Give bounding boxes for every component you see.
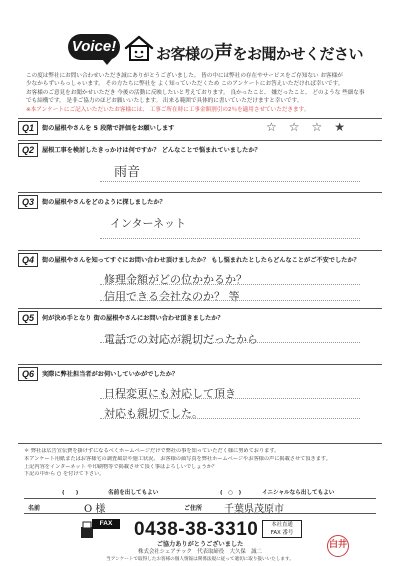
- house-icon: [124, 34, 154, 62]
- question-3: [18, 192, 382, 248]
- address-value: 千葉県茂原市: [224, 504, 284, 515]
- fax-direct-box: 本社直通 FAX 番号: [262, 520, 302, 538]
- question-text: 屋根工事を検討したきっかけは何ですか？ どんなことで悩まれていましたか？: [42, 147, 261, 154]
- fax-bar: [24, 519, 376, 539]
- intro-line: お客様のご意見をお聞かせいただき 今後の活動に反映したいと考えております。 良かったこと、 嫌だったこと、 どのような 些細な事: [26, 89, 365, 96]
- voice-badge: Voice!: [68, 34, 120, 60]
- survey-header: [60, 20, 364, 66]
- handwritten-answer: 修理金額がどの位かかるか？: [104, 273, 247, 286]
- star-rating: [266, 120, 345, 134]
- publication-consent-notes: [24, 448, 376, 479]
- intro-discount-note: ※本アンケートにご記入いただいたお客様には、 工事ご所在時に工事金額割引の2％を適用させていただきます。: [26, 106, 310, 113]
- handwritten-answer: 電話での対応が親切だったから: [104, 333, 258, 346]
- intro-line: この度は弊社にお問い合わせいただき誠にありがとうございました。 皆の中には弊社の存在やサービスをご存知ない お客様が: [26, 73, 343, 79]
- handwritten-answer: インターネット: [110, 217, 187, 230]
- question-4: [18, 250, 382, 306]
- notes-line: 下記の中から ○ を付けて下さい。: [24, 471, 105, 478]
- question-text: 何が決め手となり 街の屋根やさんにお問い合わせ頂きましたか？: [42, 315, 224, 322]
- question-2: [18, 140, 382, 190]
- footer: [24, 541, 376, 564]
- star-icon: ☆: [288, 120, 300, 134]
- name-label: 名前: [28, 505, 41, 512]
- writing-line: [100, 342, 360, 343]
- notes-line: 上記内容をインターネット や印刷物等で掲載させて頂く事はよろしいでしょうか？: [24, 463, 218, 470]
- question-5: [18, 308, 382, 362]
- writing-line: [100, 238, 360, 239]
- fax-number: 0438-38-3310: [134, 519, 259, 540]
- name-consent-table: [24, 486, 376, 514]
- question-number: Q4: [18, 253, 38, 267]
- question-number: Q3: [18, 195, 38, 209]
- intro-text: [26, 72, 376, 114]
- question-text: 街の屋根やさんをどのように探しましたか？: [42, 199, 166, 206]
- privacy-note: 当アンケートで取得したお客様の個人情報は関係法規に従って適切に取り扱いいたします。: [106, 557, 294, 563]
- notes-line: ＊ 弊社は広告宣伝費を掛けずになるべくホームページだけで弊社の事を知っていただく様に努めております。: [24, 448, 280, 454]
- name-value: O 様: [84, 504, 106, 515]
- intro-line: 少なからずいらっしゃいます。 その方たちに弊社を よく知っていただくため このアンケートにお答えいただければ幸いです。: [26, 81, 344, 88]
- question-6: [18, 364, 382, 444]
- star-icon: ★: [334, 120, 346, 134]
- star-icon: ☆: [311, 120, 323, 134]
- handwritten-answer: 信用できる会社なのか？ 等: [104, 290, 240, 303]
- writing-line: [100, 284, 360, 285]
- handwritten-answer: 雨音: [114, 165, 141, 180]
- writing-line: [100, 398, 360, 399]
- question-text: 街の屋根やさんを知ってすぐにお問い合わせ頂けましたか？ もし悩まれたとしたらどんなことがご不安でしたか？: [42, 257, 360, 264]
- initial-option-choice[interactable]: ( ○ ): [220, 490, 242, 496]
- notes-line: 本アンケート用紙またはお客様宅の調査風景や施工状況、 お客様の顔写真を弊社ホームページやお客様の声に掲載させて頂きます。: [24, 455, 331, 462]
- name-option-label: 名前を出してもよい: [108, 490, 159, 496]
- question-number: Q5: [18, 311, 38, 325]
- star-icon: ☆: [266, 120, 277, 134]
- intro-line: でも結構です。 是非ご協力のほどお願いいたします。 出来る範囲で具体的に書いていただけますと幸いです。: [26, 98, 303, 105]
- question-1: [18, 118, 382, 140]
- thanks-text: ご協力ありがとうございました: [156, 541, 244, 548]
- company-name: 株式会社シェアテック 代表取締役 大久保 誠二: [138, 548, 262, 555]
- name-option-choice[interactable]: ( ): [62, 490, 79, 496]
- initial-option-label: イニシャルなら出してもよい: [262, 490, 335, 496]
- handwritten-answer: 日程変更にも対応して頂き: [104, 387, 236, 400]
- writing-line: [100, 181, 360, 182]
- question-number: Q6: [18, 367, 38, 381]
- page-title: お客様の声をお聞かせください: [156, 42, 364, 64]
- question-text: 街の屋根やさんを 5 段階で評価をお願いします: [42, 125, 175, 132]
- staff-seal-stamp: 白井: [327, 535, 349, 557]
- fax-label: FAX: [92, 519, 120, 529]
- address-label: ご住所: [184, 505, 203, 512]
- question-number: Q2: [18, 143, 38, 157]
- question-number: Q1: [18, 121, 38, 135]
- writing-line: [100, 418, 360, 419]
- handwritten-answer: 対応も親切でした。: [104, 407, 203, 420]
- question-text: 実際に弊社担当者がお伺いしていかがでしたか？: [42, 371, 179, 378]
- writing-line: [100, 300, 360, 301]
